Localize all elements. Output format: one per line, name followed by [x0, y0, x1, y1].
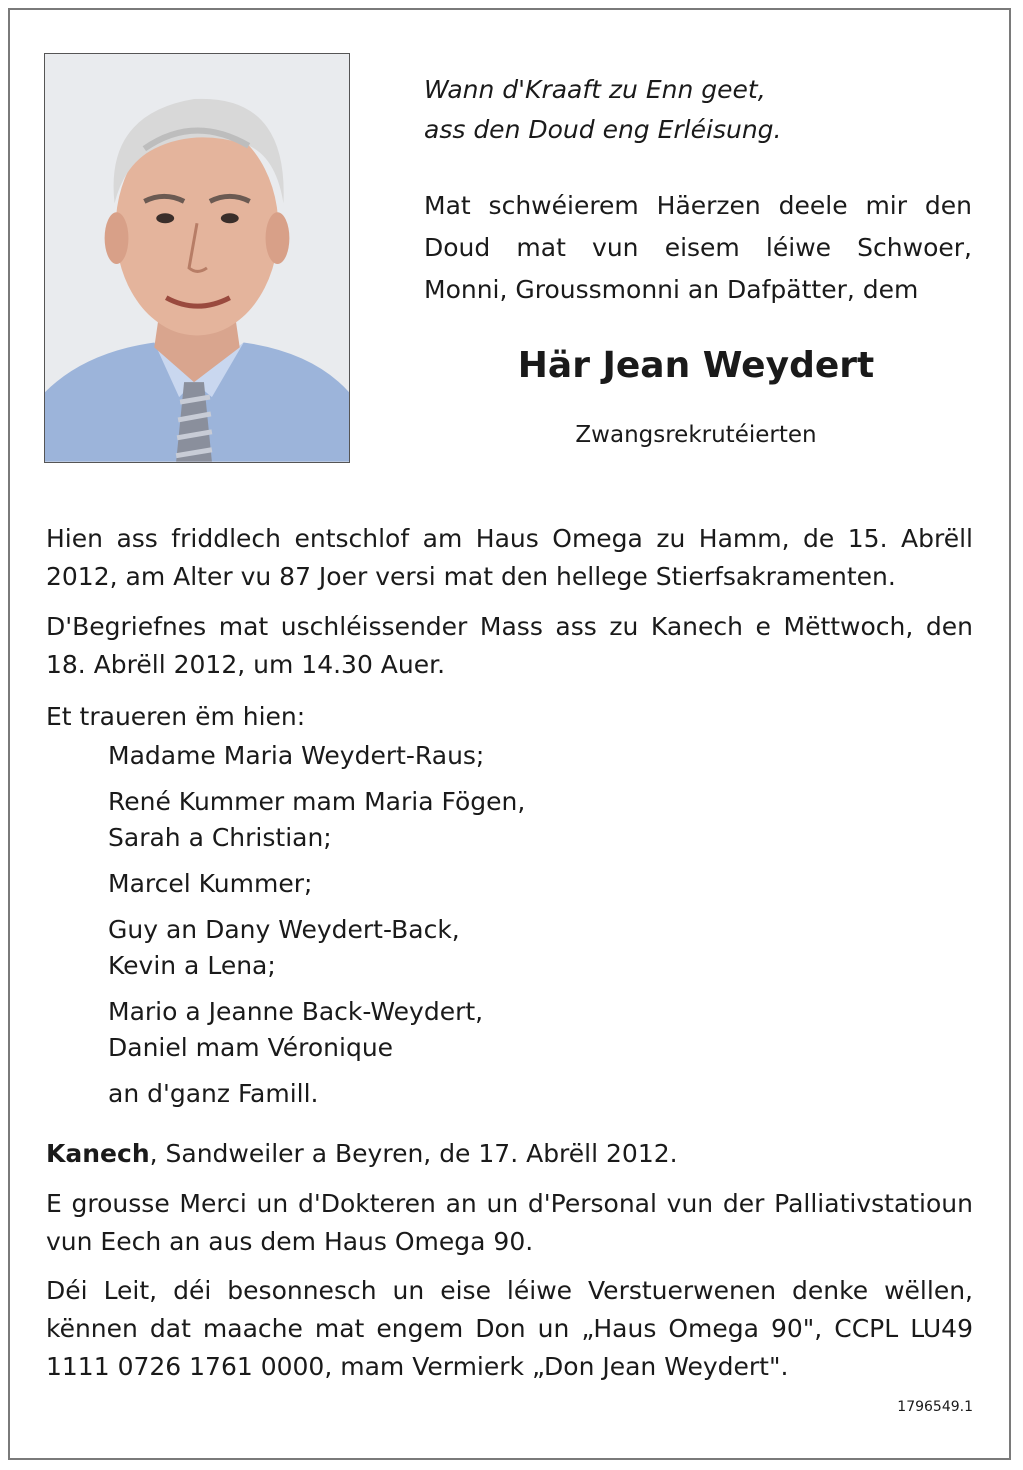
deceased-name: Här Jean Weydert: [517, 345, 875, 386]
mourner-line: Marcel Kummer;: [108, 869, 313, 898]
place-name: Kanech: [46, 1139, 150, 1168]
mourner-line: an d'ganz Famill.: [108, 1079, 319, 1108]
place-date-line: [46, 1135, 678, 1173]
mourner-line: Kevin a Lena;: [108, 951, 276, 980]
mourner-group: [108, 994, 808, 1066]
mourner-line: Daniel mam Véronique: [108, 1033, 394, 1062]
mourners-list: [108, 738, 808, 1122]
mourner-group: [108, 866, 808, 902]
place-date-rest: , Sandweiler a Beyren, de 17. Abrëll 2012.: [149, 1139, 678, 1168]
motto-line-1: Wann d'Kraaft zu Enn geet,: [424, 75, 766, 104]
funeral-paragraph: D'Begriefnes mat uschléissender Mass ass zu Kanech e Mëttwoch, den 18. Abrëll 2012, um 14.30 Auer.: [46, 612, 973, 679]
mourner-line: Guy an Dany Weydert-Back,: [108, 915, 460, 944]
motto-line-2: ass den Doud eng Erléisung.: [424, 115, 782, 144]
intro-text: Mat schwéierem Häerzen deele mir den Doud mat vun eisem léiwe Schwoer, Monni, Groussmonni an Dafpätter, dem: [424, 191, 972, 304]
donation-paragraph: Déi Leit, déi besonnesch un eise léiwe Verstuerwenen denke wëllen, kënnen dat maache mat engem Don un „Haus Omega 90", CCPL LU49 1111 0726 1761 0000, mam Vermierk „Don Jean Weydert".: [46, 1276, 973, 1381]
mourner-line: Sarah a Christian;: [108, 823, 332, 852]
death-paragraph: Hien ass friddlech entschlof am Haus Omega zu Hamm, de 15. Abrëll 2012, am Alter vu 87 Joer versi mat den hellege Stierfsakramenten.: [46, 524, 973, 591]
portrait-illustration: [45, 54, 349, 462]
mourner-group: [108, 912, 808, 984]
mourners-intro: Et traueren ëm hien:: [46, 702, 306, 731]
mourner-line: Mario a Jeanne Back-Weydert,: [108, 997, 484, 1026]
mourner-group: [108, 1076, 808, 1112]
mourner-group: [108, 784, 808, 856]
mourner-line: Madame Maria Weydert-Raus;: [108, 741, 485, 770]
reference-number: 1796549.1: [897, 1399, 973, 1415]
thanks-paragraph: E grousse Merci un d'Dokteren an un d'Personal vun der Palliativstatioun vun Eech an aus dem Haus Omega 90.: [46, 1189, 973, 1256]
deceased-title: Zwangsrekrutéierten: [575, 422, 817, 448]
portrait-photo: [44, 53, 350, 463]
mourner-line: René Kummer mam Maria Fögen,: [108, 787, 526, 816]
motto: [424, 70, 984, 150]
mourner-group: [108, 738, 808, 774]
